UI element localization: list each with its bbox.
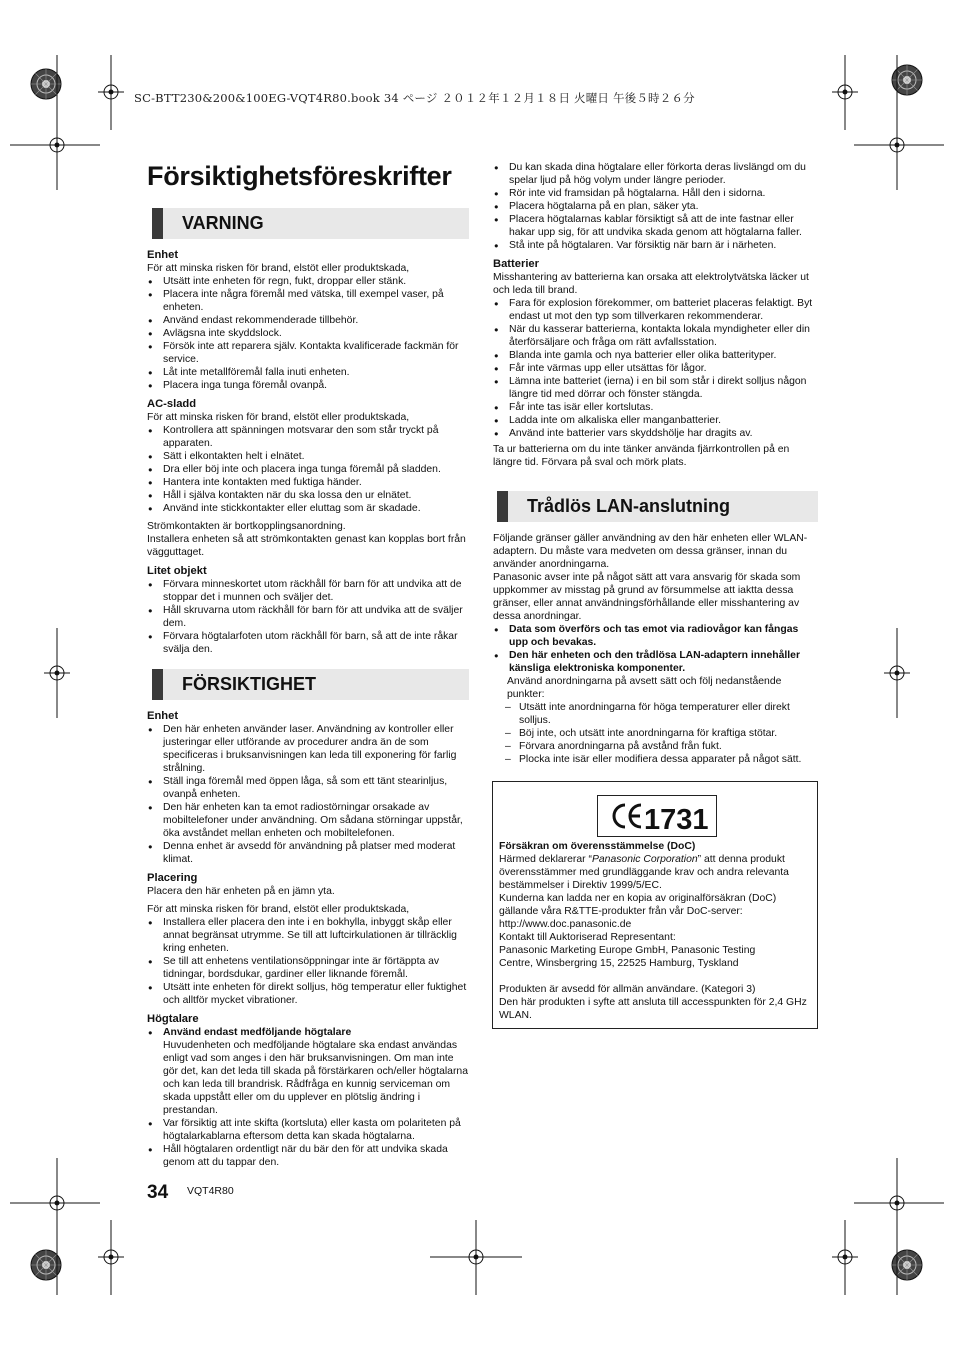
list-item: ● Placera inga tunga föremål ovanpå. bbox=[147, 379, 469, 392]
forsiktighet-placering-heading: Placering bbox=[147, 872, 198, 884]
list-item: ● Använd inte stickkontakter eller eluttag som är skadade. bbox=[147, 502, 469, 515]
list-item: ● Installera eller placera den inte i en bokhylla, inbyggt skåp eller annat begränsat utrymme. Se till att luftcirkulationen är tillräcklig kring enheten. bbox=[147, 916, 469, 955]
list-item: ● Placera högtalarna på en plan, säker yta. bbox=[493, 200, 818, 213]
doc-contact-label: Kontakt till Auktoriserad Representant: bbox=[499, 932, 676, 943]
varning-enhet-intro: För att minska risken för brand, elstöt eller produktskada, bbox=[147, 263, 410, 274]
list-item: ● Den här enheten och den trådlösa LAN-adaptern innehåller känsliga elektroniska komponenter. bbox=[493, 649, 818, 675]
list-item: ● Förvara minneskortet utom räckhåll för barn för att undvika att de stoppar det i munnen och sväljer det. bbox=[147, 578, 469, 604]
list-item: ● När du kasserar batterierna, kontakta lokala myndigheter eller din återförsäljare och fråga om rätt avfallsstation. bbox=[493, 323, 818, 349]
list-item: ● Använd endast rekommenderade tillbehör. bbox=[147, 314, 469, 327]
list-item: ● Utsätt inte enheten för direkt solljus, hög temperatur eller fuktighet och alltför mycket vibrationer. bbox=[147, 981, 469, 1007]
list-item: ● Den här enheten använder laser. Användning av kontroller eller justeringar eller utförande av procedurer andra än de som specificeras i bruksanvisningen kan leda till exponering för farlig strålning. bbox=[147, 723, 469, 775]
section-forsiktighet bbox=[152, 669, 469, 700]
hogtalare-continued-list bbox=[493, 161, 818, 252]
forsiktighet-hogtalare-list-2 bbox=[147, 1117, 469, 1169]
placering-intro1: Placera den här enheten på en jämn yta. bbox=[147, 886, 335, 897]
varning-litet-heading: Litet objekt bbox=[147, 565, 207, 577]
list-item: ● Placera högtalarnas kablar försiktigt så att de inte fastnar eller hakar upp sig, för att undvika skada genom att högtalarna faller. bbox=[493, 213, 818, 239]
forsiktighet-hogtalare-heading: Högtalare bbox=[147, 1013, 199, 1025]
list-item: ● Försök inte att reparera själv. Kontakta kvalificerade fackmän för service. bbox=[147, 340, 469, 366]
list-item: – Plocka inte isär eller modifiera dessa apparater på något sätt. bbox=[505, 753, 818, 766]
varning-ac-note2: Installera enheten så att strömkontakten genast kan kopplas bort från vägguttaget. bbox=[147, 534, 466, 558]
doc-url: http://www.doc.panasonic.de bbox=[499, 919, 632, 930]
section-varning-heading: VARNING bbox=[182, 213, 264, 233]
document-code: VQT4R80 bbox=[187, 1185, 234, 1197]
page-title: Försiktighetsföreskrifter bbox=[147, 161, 452, 191]
varning-enhet-heading: Enhet bbox=[147, 249, 179, 261]
list-item: ● Kontrollera att spänningen motsvarar den som står tryckt på apparaten. bbox=[147, 424, 469, 450]
batterier-outro: Ta ur batterierna om du inte tänker använda fjärrkontrollen på en längre tid. Förvara på sval och mörk plats. bbox=[493, 444, 790, 468]
section-varning bbox=[152, 208, 469, 239]
placering-intro2: För att minska risken för brand, elstöt eller produktskada, bbox=[147, 904, 410, 915]
list-item: ● Blanda inte gamla och nya batterier eller olika batterityper. bbox=[493, 349, 818, 362]
list-item: ● Avlägsna inte skyddslock. bbox=[147, 327, 469, 340]
list-item: ● Stå inte på högtalaren. Var försiktig när barn är i närheten. bbox=[493, 239, 818, 252]
list-item: ● Var försiktig att inte skifta (kortsluta) eller kasta om polariteten på högtalarkablarna eftersom detta kan skada högtalarna. bbox=[147, 1117, 469, 1143]
list-item: ● Håll i själva kontakten när du ska lossa den ur elnätet. bbox=[147, 489, 469, 502]
list-item: ● Utsätt inte enheten för regn, fukt, droppar eller stänk. bbox=[147, 275, 469, 288]
forsiktighet-placering-list bbox=[147, 916, 469, 1007]
doc-p1: Härmed deklarerar “Panasonic Corporation” att denna produkt överensstämmer med grundläggande krav och andra relevanta bestämmelser i Direktiv 1999/5/EC. bbox=[499, 854, 789, 891]
list-item: ● Fara för explosion förekommer, om batteriet placeras felaktigt. Byt endast ut mot den typ som tillverkaren rekommenderar. bbox=[493, 297, 818, 323]
list-item: ● Placera inte några föremål med vätska, till exempel vaser, på enheten. bbox=[147, 288, 469, 314]
varning-ac-heading: AC-sladd bbox=[147, 398, 197, 410]
list-item: ● Håll skruvarna utom räckhåll för barn för att undvika att de sväljer dem. bbox=[147, 604, 469, 630]
forsiktighet-enhet-list bbox=[147, 723, 469, 866]
section-forsiktighet-heading: FÖRSIKTIGHET bbox=[182, 674, 316, 694]
lan-p1: Följande gränser gäller användning av den här enheten eller WLAN-adaptern. Du måste vara medveten om dessa gränser, innan du använder anordningarna. bbox=[493, 533, 808, 570]
left-column bbox=[147, 160, 469, 1169]
batterier-heading: Batterier bbox=[493, 258, 540, 270]
forsiktighet-enhet-heading: Enhet bbox=[147, 710, 179, 722]
doc-contact-line2: Centre, Winsbergring 15, 22525 Hamburg, Tyskland bbox=[499, 958, 739, 969]
batterier-list bbox=[493, 297, 818, 440]
doc-contact-line1: Panasonic Marketing Europe GmbH, Panasonic Testing bbox=[499, 945, 756, 956]
list-item: ● Håll högtalaren ordentligt när du bär den för att undvika skada genom att du tappar den. bbox=[147, 1143, 469, 1169]
ce-number: 1731 bbox=[644, 804, 709, 836]
list-item: ● Denna enhet är avsedd för användning på platser med moderat klimat. bbox=[147, 840, 469, 866]
list-item: – Utsätt inte anordningarna för höga temperaturer eller direkt solljus. bbox=[505, 701, 818, 727]
company-name: Panasonic Corporation bbox=[591, 854, 698, 865]
lan-dash-list bbox=[493, 701, 818, 766]
list-item: ● Låt inte metallföremål falla inuti enheten. bbox=[147, 366, 469, 379]
list-item: ● Ladda inte om alkaliska eller manganbatterier. bbox=[493, 414, 818, 427]
doc-box bbox=[492, 781, 818, 1029]
section-lan bbox=[497, 491, 818, 522]
varning-ac-list bbox=[147, 424, 469, 515]
list-item: – Förvara anordningarna på avstånd från fukt. bbox=[505, 740, 818, 753]
doc-p5: Den här produkten i syfte att ansluta till accesspunkten för 2,4 GHz WLAN. bbox=[499, 997, 807, 1021]
list-item: ● Ställ inga föremål med öppen låga, så som ett tänt stearinljus, ovanpå enheten. bbox=[147, 775, 469, 801]
list-item: – Böj inte, och utsätt inte anordningarna för kraftiga stötar. bbox=[505, 727, 818, 740]
page-number: 34 bbox=[147, 1182, 169, 1203]
lan-p2: Panasonic avser inte på något sätt att vara ansvarig för skada som uppkommer av misstag på grund av försummelse att iaktta dessa gränser, eller annat användningsförhållande eller misshantering av dessa anordningar. bbox=[493, 572, 801, 622]
batterier-intro: Misshantering av batterierna kan orsaka att elektrolytvätska läcker ut och leda till brand. bbox=[493, 272, 809, 296]
list-item: ● Får inte tas isär eller kortslutas. bbox=[493, 401, 818, 414]
forsiktighet-hogtalare-list bbox=[147, 1026, 469, 1039]
list-item: ● Förvara högtalarfoten utom räckhåll för barn, så att de inte råkar svälja den. bbox=[147, 630, 469, 656]
list-item: ● Se till att enhetens ventilationsöppningar inte är förtäppta av tidningar, bordsdukar, gardiner eller liknande föremål. bbox=[147, 955, 469, 981]
list-item: ● Lämna inte batteriet (ierna) i en bil som står i direkt solljus någon längre tid med dörrar och fönster stängda. bbox=[493, 375, 818, 401]
doc-text bbox=[499, 840, 811, 1022]
lan-indent: Använd anordningarna på avsett sätt och följ nedanstående punkter: bbox=[507, 676, 782, 700]
list-item: ● Dra eller böj inte och placera inga tunga föremål på sladden. bbox=[147, 463, 469, 476]
list-item: ● Data som överförs och tas emot via radiovågor kan fångas upp och bevakas. bbox=[493, 623, 818, 649]
ce-mark-icon bbox=[598, 796, 716, 836]
ce-mark-frame bbox=[597, 795, 717, 837]
right-column bbox=[493, 161, 818, 766]
hogtalare-text: Huvudenheten och medföljande högtalare ska endast användas enligt vad som anges i den här bruksanvisningen. Om man inte gör det, kan det leda till skada på förstärkaren och/eller högtalarna och kan leda till brandrisk. Rådfråga en kunnig serviceman om skada uppstått eller om du upplever en plötslig ändring i prestandan. bbox=[163, 1040, 468, 1116]
list-item: ● Du kan skada dina högtalare eller förkorta deras livslängd om du spelar ljud på hög volym under längre perioder. bbox=[493, 161, 818, 187]
doc-p4: Produkten är avsedd för allmän användare. (Kategori 3) bbox=[499, 984, 756, 995]
varning-litet-list bbox=[147, 578, 469, 656]
list-item: ● Hantera inte kontakten med fuktiga händer. bbox=[147, 476, 469, 489]
section-lan-heading: Trådlös LAN-anslutning bbox=[527, 496, 731, 516]
doc-heading: Försäkran om överensstämmelse (DoC) bbox=[499, 841, 696, 852]
list-item: ● Sätt i elkontakten helt i elnätet. bbox=[147, 450, 469, 463]
varning-enhet-list bbox=[147, 275, 469, 392]
lan-bold-list bbox=[493, 623, 818, 675]
list-item: ● Får inte värmas upp eller utsättas för lågor. bbox=[493, 362, 818, 375]
varning-ac-intro: För att minska risken för brand, elstöt eller produktskada, bbox=[147, 412, 410, 423]
list-item: ● Använd endast medföljande högtalare bbox=[147, 1026, 469, 1039]
list-item: ● Den här enheten kan ta emot radiostörningar orsakade av mobiltelefoner under användning. Om sådana störningar uppstår, öka avståndet mellan enheten och mobiltelefonen. bbox=[147, 801, 469, 840]
varning-ac-note1: Strömkontakten är bortkopplingsanordning. bbox=[147, 521, 346, 532]
list-item: ● Använd inte batterier vars skyddshölje har dragits av. bbox=[493, 427, 818, 440]
file-info-header: SC-BTT230&200&100EG-VQT4R80.book 34 ページ ２０１２年１２月１８日 火曜日 午後５時２６分 bbox=[134, 91, 695, 105]
list-item: ● Rör inte vid framsidan på högtalarna. Håll den i sidorna. bbox=[493, 187, 818, 200]
doc-p2: Kunderna kan ladda ner en kopia av originalförsäkran (DoC) gällande våra R&TTE-produkter från vår DoC-server: bbox=[499, 893, 777, 917]
